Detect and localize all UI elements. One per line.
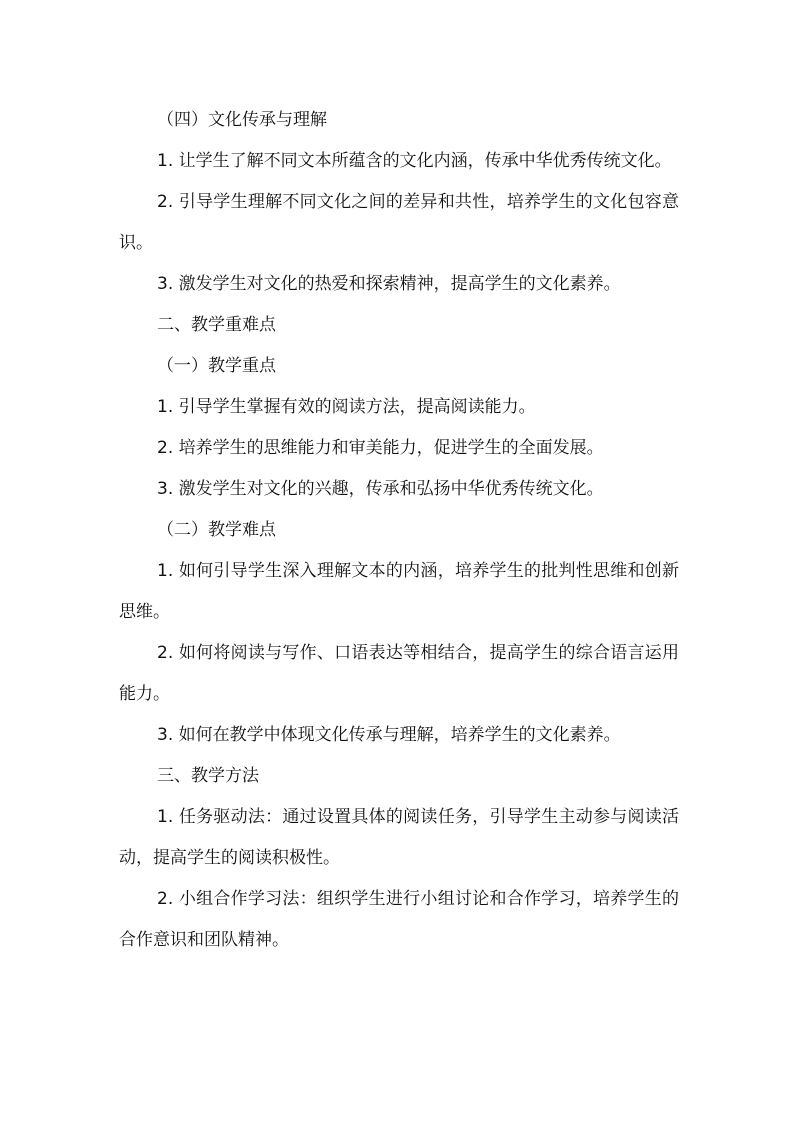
list-item: 3. 如何在教学中体现文化传承与理解，培养学生的文化素养。 xyxy=(157,725,621,745)
chapter-heading-methods: 三、教学方法 xyxy=(157,766,259,786)
list-item: 2. 培养学生的思维能力和审美能力，促进学生的全面发展。 xyxy=(157,438,604,458)
list-item: 3. 激发学生对文化的热爱和探索精神，提高学生的文化素养。 xyxy=(157,274,621,294)
list-item: 1. 任务驱动法：通过设置具体的阅读任务，引导学生主动参与阅读活动，提高学生的阅读积极性。 xyxy=(119,807,679,868)
list-item: 1. 让学生了解不同文本所蕴含的文化内涵，传承中华优秀传统文化。 xyxy=(157,151,672,171)
document-body xyxy=(119,100,679,961)
list-item: 3. 激发学生对文化的兴趣，传承和弘扬中华优秀传统文化。 xyxy=(157,479,604,499)
section-heading-focus: （一）教学重点 xyxy=(157,356,276,376)
list-item: 1. 如何引导学生深入理解文本的内涵，培养学生的批判性思维和创新思维。 xyxy=(119,561,679,622)
list-item: 2. 小组合作学习法：组织学生进行小组讨论和合作学习，培养学生的合作意识和团队精神。 xyxy=(119,889,679,950)
list-item: 1. 引导学生掌握有效的阅读方法，提高阅读能力。 xyxy=(157,397,536,417)
list-item: 2. 如何将阅读与写作、口语表达等相结合，提高学生的综合语言运用能力。 xyxy=(119,643,679,704)
section-heading-culture: （四）文化传承与理解 xyxy=(157,110,327,130)
list-item: 2. 引导学生理解不同文化之间的差异和共性，培养学生的文化包容意识。 xyxy=(119,192,679,253)
chapter-heading-key-points: 二、教学重难点 xyxy=(157,315,276,335)
section-heading-difficulty: （二）教学难点 xyxy=(157,520,276,540)
